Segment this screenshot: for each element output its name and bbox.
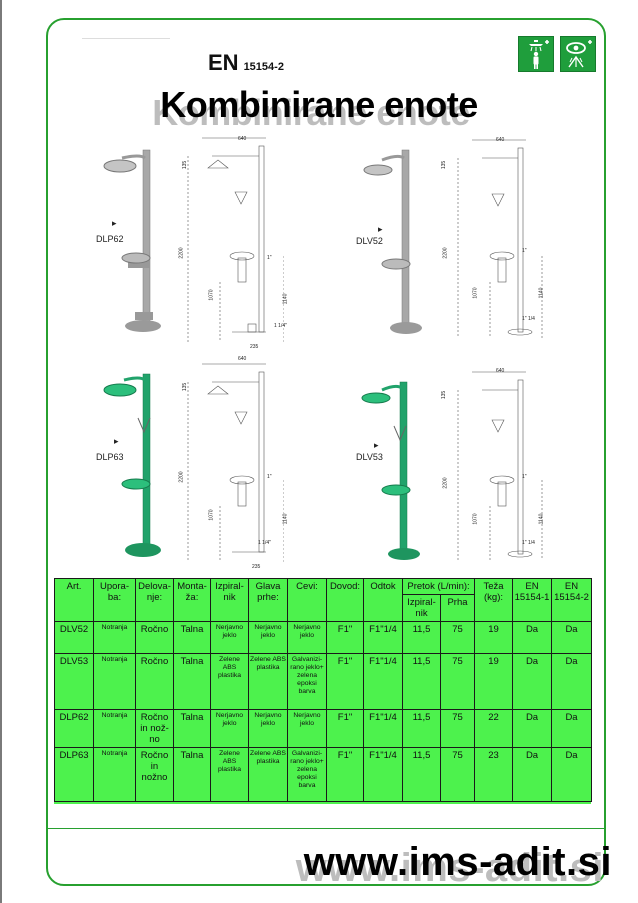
dim-h4: 1140: [282, 513, 289, 525]
cell: 23: [475, 748, 513, 802]
dim-h2: 2200: [442, 477, 449, 489]
dim-h1: 135: [441, 390, 448, 400]
standard-number: 15154-2: [243, 61, 284, 73]
cell: Ročno: [136, 622, 174, 654]
arrow-marker: ▸: [114, 436, 119, 446]
cell: 22: [475, 710, 513, 748]
table-row: [55, 654, 592, 710]
footer-divider: [48, 828, 604, 829]
cell: Notranja: [94, 654, 136, 710]
cell: Da: [552, 748, 592, 802]
cell: Talna: [174, 710, 211, 748]
cell: Talna: [174, 748, 211, 802]
page-edge-line: [0, 0, 2, 903]
dim-inlet: 1": [522, 474, 527, 480]
cell: Nerjavno jeklo: [211, 710, 249, 748]
product-code-dlp63: DLP63: [96, 452, 124, 462]
dim-inlet: 1": [267, 474, 272, 480]
cell-art: DLP62: [55, 710, 94, 748]
col-header: Pretok (L/min):: [403, 579, 475, 595]
cell: F1"1/4: [364, 622, 403, 654]
cell: Nerjavno jeklo: [288, 710, 327, 748]
cell-art: DLV53: [55, 654, 94, 710]
cell: 75: [441, 710, 475, 748]
cell: Da: [552, 622, 592, 654]
cell: Notranja: [94, 748, 136, 802]
col-header: EN 15154-1: [513, 579, 552, 622]
cell: Ročno in nož-no: [136, 710, 174, 748]
product-code-dlv52: DLV52: [356, 236, 383, 246]
cell: 11,5: [403, 622, 441, 654]
drawing-dlp62: [172, 132, 284, 360]
emergency-shower-icon: [518, 36, 554, 72]
cell: Da: [552, 710, 592, 748]
dim-h3: 1070: [208, 509, 215, 521]
col-header: EN 15154-2: [552, 579, 592, 622]
cell: 11,5: [403, 654, 441, 710]
cell-art: DLV52: [55, 622, 94, 654]
drawing-dlv53: [446, 366, 546, 566]
standard-code: EN: [208, 50, 239, 75]
cell: Talna: [174, 654, 211, 710]
page-title: Kombinirane enote: [160, 84, 478, 125]
product-code-dlv53: DLV53: [356, 452, 383, 462]
arrow-marker: ▸: [378, 224, 383, 234]
product-code-dlp62: DLP62: [96, 234, 124, 244]
dim-h4: 1140: [538, 513, 545, 525]
product-photo-dlv53: [360, 376, 432, 566]
dim-width: 640: [496, 137, 505, 143]
cell: Zelene ABS plastika: [249, 748, 288, 802]
cell: Da: [513, 748, 552, 802]
dim-base: 235: [250, 344, 259, 350]
dim-h4: 1140: [538, 287, 545, 299]
cell: Galvanizi-rano jeklo+ zelena epoksi barva: [288, 654, 327, 710]
cell: Da: [552, 654, 592, 710]
table-row: [55, 622, 592, 654]
cell: 75: [441, 748, 475, 802]
product-photo-dlp63: [100, 368, 180, 564]
col-header: Odtok: [364, 579, 403, 622]
col-header: Upora-ba:: [94, 579, 136, 622]
arrow-marker: ▸: [112, 218, 117, 228]
faint-line: [82, 38, 170, 39]
col-header: Dovod:: [327, 579, 364, 622]
dim-inlet: 1": [522, 248, 527, 254]
cell: F1": [327, 710, 364, 748]
dim-width: 640: [238, 136, 247, 142]
cell: 19: [475, 622, 513, 654]
cell: Nerjavno jeklo: [211, 622, 249, 654]
dim-h2: 2200: [178, 247, 185, 259]
cell: Nerjavno jeklo: [249, 622, 288, 654]
dim-h1: 135: [441, 160, 448, 170]
arrow-marker: ▸: [374, 440, 379, 450]
dim-width: 640: [238, 356, 247, 362]
drawing-dlv52: [446, 134, 546, 344]
dim-outlet: 1 1/4": [258, 540, 271, 546]
cell: Da: [513, 654, 552, 710]
cell: Zelene ABS plastika: [211, 748, 249, 802]
cell: Nerjavno jeklo: [249, 710, 288, 748]
cell: F1": [327, 654, 364, 710]
dim-outlet: 1 1/4": [274, 323, 287, 329]
standard-label: [208, 50, 284, 76]
cell-art: DLP63: [55, 748, 94, 802]
cell: F1"1/4: [364, 654, 403, 710]
dim-h4: 1140: [282, 293, 289, 305]
sub-header: Izpiral-nik: [403, 595, 441, 622]
col-header: Cevi:: [288, 579, 327, 622]
cell: Zelene ABS plastika: [249, 654, 288, 710]
dim-h1: 135: [182, 382, 189, 392]
table-row: [55, 710, 592, 748]
dim-base: 235: [252, 564, 261, 570]
dim-outlet: 1" 1/4: [522, 540, 535, 546]
dim-h3: 1070: [208, 289, 215, 301]
col-header: Delova-nje:: [136, 579, 174, 622]
cell: Da: [513, 622, 552, 654]
dim-inlet: 1": [267, 255, 272, 261]
cell: Notranja: [94, 622, 136, 654]
cell: Zelene ABS plastika: [211, 654, 249, 710]
col-header: Glava prhe:: [249, 579, 288, 622]
cell: F1"1/4: [364, 748, 403, 802]
dim-h2: 2200: [442, 247, 449, 259]
col-header: Monta-ža:: [174, 579, 211, 622]
dim-width: 640: [496, 368, 505, 374]
cell: F1": [327, 622, 364, 654]
cell: Da: [513, 710, 552, 748]
col-header: Izpiral-nik: [211, 579, 249, 622]
cell: Ročno in nožno: [136, 748, 174, 802]
cell: Ročno: [136, 654, 174, 710]
cell: Galvanizi-rano jeklo+ zelena epoksi barva: [288, 748, 327, 802]
dim-h3: 1070: [472, 513, 479, 525]
col-header: Teža (kg):: [475, 579, 513, 622]
website-url: www.ims-adit.si: [303, 840, 612, 884]
cell: 19: [475, 654, 513, 710]
col-header: Art.: [55, 579, 94, 622]
cell: 11,5: [403, 710, 441, 748]
dim-h1: 135: [182, 160, 189, 170]
cell: Notranja: [94, 710, 136, 748]
table-row: [55, 748, 592, 802]
cell: F1"1/4: [364, 710, 403, 748]
sub-header: Prha: [441, 595, 475, 622]
dim-h3: 1070: [472, 287, 479, 299]
cell: Talna: [174, 622, 211, 654]
eye-wash-icon: [560, 36, 596, 72]
spec-table: [54, 578, 591, 804]
cell: 11,5: [403, 748, 441, 802]
cell: 75: [441, 622, 475, 654]
cell: F1": [327, 748, 364, 802]
dim-h2: 2200: [178, 471, 185, 483]
cell: 75: [441, 654, 475, 710]
cell: Nerjavno jeklo: [288, 622, 327, 654]
dim-outlet: 1" 1/4: [522, 316, 535, 322]
